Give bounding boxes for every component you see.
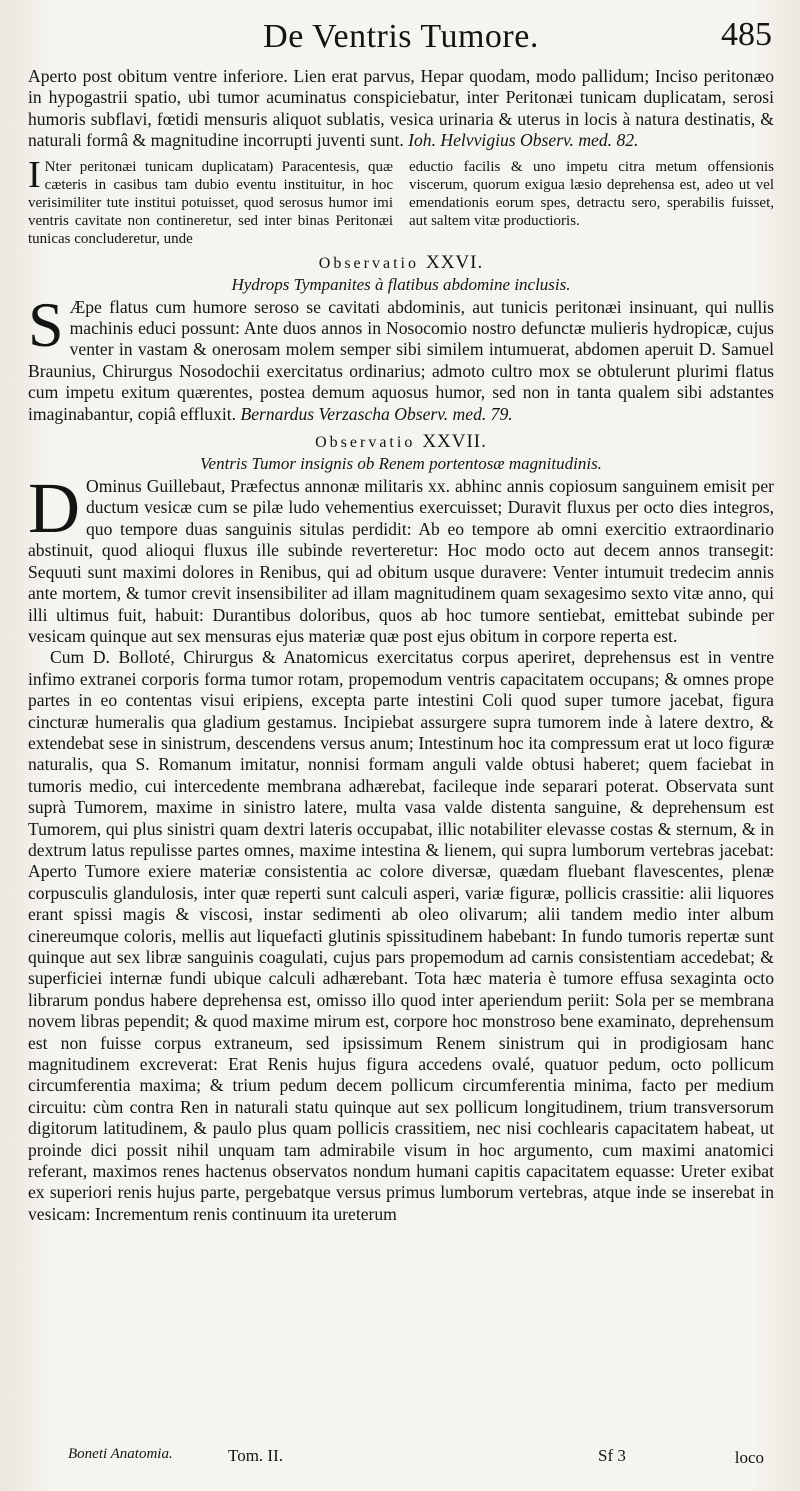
observation-heading: [28, 431, 774, 453]
page-number: 485: [721, 16, 772, 53]
intro-paragraph: [28, 66, 774, 152]
observation-body: [28, 288, 774, 425]
footer-volume: Tom. II.: [228, 1446, 283, 1465]
observation-heading-number: XXVII.: [422, 431, 487, 453]
observation-subtitle: Hydrops Tympanites à flatibus abdomine inclusis.: [231, 274, 571, 294]
footer-signature: Sf 3: [598, 1446, 626, 1465]
observation-dropcap: S: [28, 288, 64, 360]
scholion-right-column: [409, 158, 774, 249]
page-footer: [28, 1446, 774, 1470]
observation-heading: [28, 252, 774, 274]
observation-text: Æpe flatus cum humore seroso se cavitati abdominis, aut tunicis peritonæi insinuant, qui nullis machinis educi possunt: Ante duos annos in Nosocomio nostro defunctæ mulieris hydropicæ, cujus venter in vastam & onerosam molem semper sibi similem intumuerat, abdomen aperuit D. Samuel Braunius, Chirurgus Nosodochii exercitatus ordinarius; admoto cultro mox se obtulerunt plurimi flatus cum impetu exitum quærentes, postea demum aquosus humor, sed non in tanta qualem sibi adstantes imaginabantur, copiâ effluxit.: [28, 296, 774, 424]
observation-dropcap: D: [28, 468, 80, 549]
scholion-columns: [28, 153, 774, 249]
observation-citation: Bernardus Verzascha Observ. med. 79.: [240, 403, 513, 424]
footer-book-title: Boneti Anatomia.: [68, 1446, 173, 1462]
scholion-left-column: [28, 153, 393, 249]
scholion-dropcap: I: [28, 153, 41, 196]
scholion-left-text: Nter peritonæi tunicam duplicatam) Paracentesis, quæ cæteris in casibus tam dubio eventu instituitur, in hoc verisimiliter tute institui potuisset, quod serosus humor imi ventris cavitate non contineretur, sed inter binas Peritonæi tunicas concluderetur, unde: [28, 158, 393, 248]
observation-body: [28, 468, 774, 647]
observation-heading-word: Observatio: [315, 434, 416, 452]
intro-citation: Ioh. Helvvigius Observ. med. 82.: [408, 130, 639, 151]
footer-catchword: loco: [734, 1448, 764, 1467]
running-title: De Ventris Tumore.: [263, 18, 539, 55]
observation-text: Ominus Guillebaut, Præfectus annonæ militaris xx. abhinc annis copiosum sanguinem emisit per ductum vesicæ cum se pilæ ludo vehementius exercuisset; Duravit fluxus per octo dies integros, quo tempore duas sanguinis situlas perdidit: Ab eo tempore ab omni exercitio extraordinario abstinuit, quod alioqui fluxus ille subinde reverteretur: Hoc modo octo aut decem annos transegit: Sequuti sunt maximi dolores in Renibus, qui ad obitum usque duravere: Venter intumuit tredecim annis ante mortem, & tumor crevit insensibiliter ad illam magnitudinem quam sexagesimo sexto vitæ anno, qui illi ultimus fuit, habuit: Durantibus doloribus, quos ab hoc tumore sentiebat, emittebat subinde per vesicam quinque aut sex mensuras ejus materiæ quæ post ejus obitum in corpore reperta est.: [28, 476, 774, 646]
intro-text: Aperto post obitum ventre inferiore. Lien erat parvus, Hepar quodam, modo pallidum; Inciso peritonæo in hypogastrii spatio, ubi tumor acuminatus conspiciebatur, inter Peritonæi tunicam duplicatam, serosi humoris subflavi, fœtidi mensuris aliquot sublatis, vesica urinaria & uterus in locis à natura destinatis, & naturali formâ & magnitudine incorrupti juventi sunt.: [28, 66, 774, 151]
scholion-right-text: eductio facilis & uno impetu citra metum offensionis viscerum, quorum exigua læsio deprehensa est, adeo ut vel emendationis eorum spes, detractu sero, sperabilis fuisset, aut saltem vitæ productioris.: [409, 158, 774, 230]
observation-continuation: Cum D. Bolloté, Chirurgus & Anatomicus exercitatus corpus aperiret, deprehensus est in ventre infimo extranei corporis forma tumor rotam, propemodum ventris capacitatem occupans; & omnes prope partes in eo contentas visui eripiens, excepta parte intestini Coli quod super tumore jacebat, figura cincturæ humeralis qua gladium gestamus. Incipiebat assurgere supra tumorem inde à latere dextro, & extendebat sese in sinistrum, descendens versus anum; Intestinum hoc ita compressum erat ut loco figuræ naturalis, qua S. Romanum imitatur, nonnisi formam anguli valde obtusi haberet; quem faciebat in tumoris medio, cui intercedente membrana adhærebat, facileque inde separari poterat. Observata sunt suprà Tumorem, maxime in sinistro latere, multa vasa valde distenta sanguine, & deprehensum est Tumorem, qui plus sinistri quam dextri lateris occupabat, illic notabiliter elevasse costas & sternum, & in dextrum latus repulisse partes omnes, maxime intestina & lienem, qui supra lumborum vertebras jacebat: Aperto Tumore exiere materiæ consistentia ac colore diversæ, quædam fluebant flavescentes, plenæ corpusculis glandulosis, inter quæ reperti sunt calculi asperi, variæ figuræ, pollicis crassitie: alii liquores erant spissi magis & viscosi, instar sedimenti ab oleo olivarum; alii tandem medio inter album cinereumque coloris, mellis aut liquefacti glutinis spissitudinem habebant: In fundo tumoris repertæ sunt quinque aut sex libræ sanguinis coagulati, cujus pars propemodum ad carnis consistentiam accedebat; & superficiei internæ fundi ubique calculi adhærebant. Tota hæc materia è tumore effusa sexaginta octo librarum pondus habere deprehensa est, omisso illo quod inter aperiendum periit: Sola per se membrana novem libras pependit; & quod maxime mirum est, corpore hoc monstroso bene examinato, deprehensum est non fuisse corpus extraneum, sed ipsissimum Renem sinistrum qui in prodigiosam hanc magnitudinem excreverat: Erat Renis hujus figura accedens ovalé, quatuor pedum, octo pollicum circumferentia maxima; & trium pedum decem pollicum circumferentia minima, facto per medium circuitu: cùm contra Ren in naturali statu quinque aut sex pollicum longitudinem, trium transversorum digitorum latitudinem, & paulo plus quam pollicis crassitiem, nec nisi cochlearis capacitatem habeat, ut proinde dici possit nihil unquam tam admirabile visum in hoc argumento, cum maximi anatomici referant, maximos renes hactenus observatos nondum humani capitis capacitatem equasse: Ureter exibat ex superiori renis hujus parte, pergebatque versus primus lumborum vertebras, atque inde se inserebat in vesicam: Incrementum renis continuum ita ureterum: [28, 647, 774, 1224]
observation-heading-number: XXVI.: [425, 251, 484, 273]
observation-heading-word: Observatio: [318, 254, 419, 272]
page-header: [28, 10, 774, 66]
observation-subtitle: Ventris Tumor insignis ob Renem portentosæ magnitudinis.: [200, 454, 602, 474]
